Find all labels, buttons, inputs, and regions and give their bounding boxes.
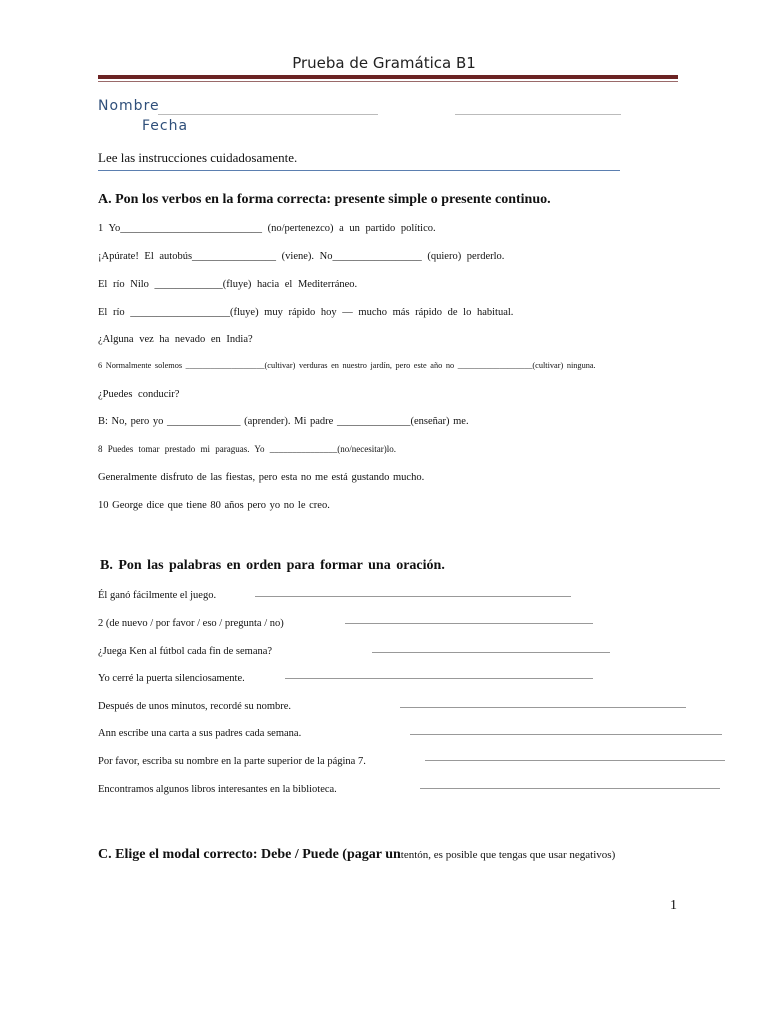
section-b-answer-line[interactable]: [420, 788, 720, 789]
date-answer-line[interactable]: [455, 114, 621, 115]
section-a-item: 10 George dice que tiene 80 años pero yo no le creo.: [98, 500, 330, 511]
section-b-heading: B. Pon las palabras en orden para formar una oración.: [100, 558, 445, 573]
section-b-item: Después de unos minutos, recordé su nombre.: [98, 701, 292, 712]
section-b-answer-line[interactable]: [345, 623, 593, 624]
section-b-answer-line[interactable]: [285, 678, 593, 679]
section-b-item: Por favor, escriba su nombre en la parte superior de la página 7.: [98, 756, 366, 767]
instructions-text: Lee las instrucciones cuidadosamente.: [98, 150, 298, 165]
section-c-heading-bold: C. Elige el modal correcto: Debe / Puede (pagar un: [98, 847, 401, 862]
section-b-item: Él ganó fácilmente el juego.: [98, 590, 217, 601]
section-b-item: Ann escribe una carta a sus padres cada semana.: [98, 728, 302, 739]
section-a-item: El río ___________________(fluye) muy rápido hoy — mucho más rápido de lo habitual.: [98, 307, 514, 318]
section-b-item: Yo cerré la puerta silenciosamente.: [98, 673, 245, 684]
name-answer-line[interactable]: [158, 114, 378, 115]
section-c-heading-normal: tentón, es posible que tengas que usar negativos): [400, 849, 616, 861]
section-b-answer-line[interactable]: [372, 652, 610, 653]
section-b-answer-line[interactable]: [400, 707, 686, 708]
section-a-item: Generalmente disfruto de las fiestas, pero esta no me está gustando mucho.: [98, 472, 425, 483]
section-a-item: El río Nilo _____________(fluye) hacia el Mediterráneo.: [98, 279, 358, 290]
section-a-item: 6 Normalmente solemos ___________________(cultivar) verduras en nuestro jardín, pero este año no __________________(cultivar) ninguna.: [98, 361, 596, 370]
section-a-item: 8 Puedes tomar prestado mi paraguas. Yo _______________(no/necesitar)lo.: [98, 444, 396, 454]
instructions-rule: [98, 170, 620, 171]
section-b-answer-line[interactable]: [425, 760, 725, 761]
section-a-item: 1 Yo___________________________ (no/pertenezco) a un partido político.: [98, 223, 436, 234]
section-b-answer-line[interactable]: [255, 596, 571, 597]
section-a-item: ¿Puedes conducir?: [98, 389, 180, 400]
section-a-item: ¡Apúrate! El autobús________________ (viene). No_________________ (quiero) perderlo.: [98, 251, 505, 262]
section-c-heading: [98, 845, 615, 863]
header-rule-thin: [98, 81, 678, 82]
section-b-item: ¿Juega Ken al fútbol cada fin de semana?: [98, 646, 273, 657]
name-label: Nombre: [98, 98, 160, 114]
section-b-item: Encontramos algunos libros interesantes en la biblioteca.: [98, 784, 337, 795]
section-a-item: B: No, pero yo ______________ (aprender). Mi padre ______________(enseñar) me.: [98, 416, 469, 427]
date-label: Fecha: [142, 118, 189, 134]
document-title: Prueba de Gramática B1: [292, 54, 476, 72]
page-number: 1: [670, 898, 677, 913]
header-rule: [98, 75, 678, 79]
section-a-heading: A. Pon los verbos en la forma correcta: presente simple o presente continuo.: [98, 192, 551, 207]
section-a-item: ¿Alguna vez ha nevado en India?: [98, 334, 253, 345]
section-b-item: 2 (de nuevo / por favor / eso / pregunta / no): [98, 618, 284, 629]
section-b-answer-line[interactable]: [410, 734, 722, 735]
